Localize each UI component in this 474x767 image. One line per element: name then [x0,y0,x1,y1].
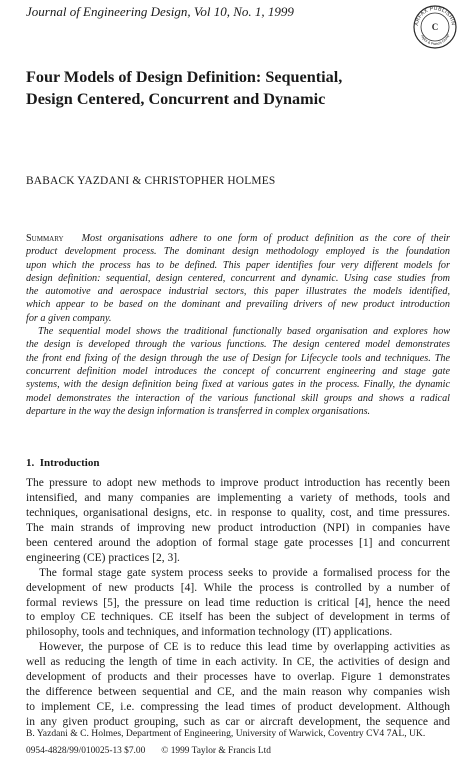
body-line: formal reviews [5], the pressure on lead time reduction is critical [4], hence the need [26,596,450,609]
body-line: engineering (CE) practices [2, 3]. [26,551,180,564]
author-affiliation-footnote: B. Yazdani & C. Holmes, Department of Engineering, University of Warwick, Coventry CV4 7AL, UK. [26,728,426,739]
svg-text:Taylor & Francis Group: Taylor & Francis Group [419,33,451,47]
body-line: However, the purpose of CE is to reduce this lead time by overlapping activities as [39,641,450,654]
abstract-line: for a given company. [26,312,112,324]
body-line: development of new products [4]. While the process is controlled by a number of [26,581,450,594]
abstract-line: the automotive and aerospace industrial sectors, this paper illustrates the models identified, [26,286,450,298]
abstract-line: the design is developed through the various functions. The design centered model demonstrates [26,339,450,351]
svg-text:CARFAX PUBLISHING: ARFAX PUBLISHIN [413,5,456,27]
paper-title [26,66,446,110]
publisher-logo [412,4,458,50]
section-number: 1. [26,457,35,469]
body-line: development of products and their processes have to overlap. Figure 1 demonstrates [26,671,450,684]
abstract-line: product development process. The dominant design methodology employed is the foundation [26,246,450,258]
abstract-label: Summary [26,233,64,244]
author-list: BABACK YAZDANI & CHRISTOPHER HOLMES [26,175,276,187]
abstract-line: the front end fixing of the design through the use of Design for Lifecycle tools and techniques. The [26,352,450,364]
title-line-2: Design Centered, Concurrent and Dynamic [26,90,326,108]
publisher-seal-icon [412,4,458,50]
issn-code: 0954-4828/99/010025-13 $7.00 [26,746,146,756]
body-line: The formal stage gate system process seeks to provide a formalised process for the [39,566,450,579]
abstract-line: Summary Most organisations adhere to one form of product definition as the core of their [26,233,451,244]
body-text [26,476,450,730]
section-heading [26,457,99,469]
abstract-line: departure in the way the design information is transferred in complex organisations. [26,405,371,417]
body-line: well as reducing the length of time in each activity. In CE, the activities of design and [26,656,450,669]
body-line: to employ CE techniques. CE itself has been the subject of development in terms of [26,611,450,624]
section-title: Introduction [39,457,100,469]
title-line-1: Four Models of Design Definition: Sequential, [26,68,343,86]
abstract-line: The sequential model shows the traditional functionally based organisation and explores how [38,326,450,338]
abstract-line: design definition: sequential, design centered, concurrent and dynamic. Using case studies from [26,272,450,284]
publication-codes [26,746,271,756]
body-line: intensified, and many companies are implementing a variety of methods, tools and [26,491,450,504]
body-line: The pressure to adopt new methods to improve product introduction has recently been [26,477,450,489]
body-line: techniques, organisational designs, etc. in response to quality, cost, and time pressures. [26,506,450,519]
journal-header: Journal of Engineering Design, Vol 10, No. 1, 1999 [26,4,294,19]
abstract-line: model demonstrates the interaction of the various functional skill groups and shows a radical [26,392,450,404]
body-line: in any given product grouping, such as car or aircraft development, the sequence and [26,716,450,729]
abstract-line: concurrent definition model introduces the concept of concurrent engineering and stage gate [26,365,450,377]
abstract-line: which appear to be based on the dominant and prevailing drivers of new product introduction [26,299,450,311]
body-line: the difference between sequential and CE, and the main reason why companies wish [26,686,450,699]
body-line: The main strands of improving new product introduction (NPI) in companies have [26,521,450,534]
svg-text:C: C [431,22,439,32]
body-line: been centered around the adoption of formal stage gate processes [1] and concurrent [26,536,450,549]
abstract-line: upon which the process has to be defined. This paper identifies four very different models for [26,259,450,271]
body-line: to implement CE, i.e. compressing the lead times of product development. Although [26,701,450,714]
abstract-line: systems, with the design definition being fixed at various gates in the process. Finally, the dynamic [26,379,450,391]
body-line: philosophy, tools and techniques, and information technology (IT) applications. [26,626,393,639]
copyright-notice: © 1999 Taylor & Francis Ltd [161,746,271,756]
abstract [26,232,450,418]
